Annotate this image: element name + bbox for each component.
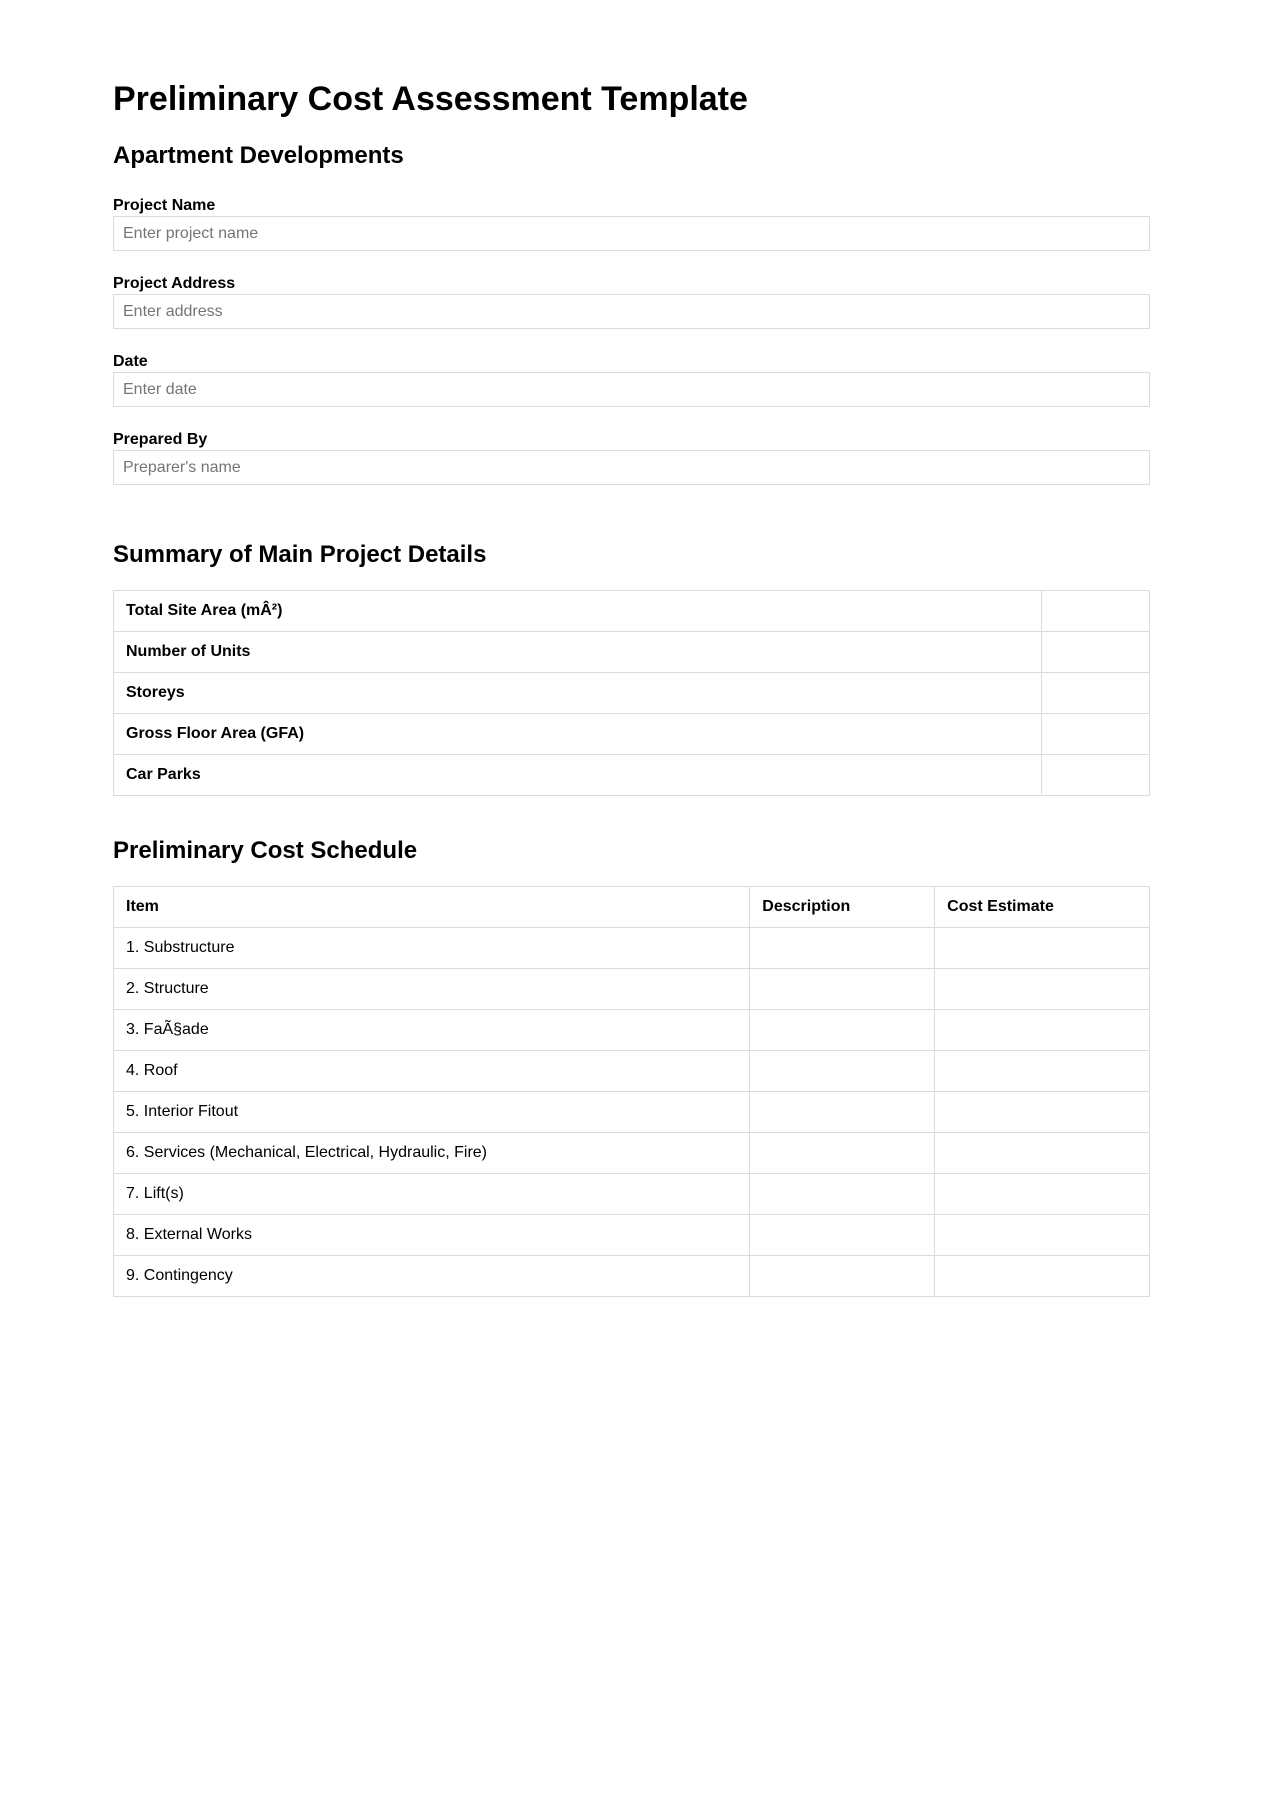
project-name-input[interactable]	[113, 216, 1150, 251]
description-cell[interactable]	[750, 1010, 935, 1051]
description-cell[interactable]	[750, 1256, 935, 1297]
cost-cell[interactable]	[935, 1215, 1150, 1256]
description-cell[interactable]	[750, 1092, 935, 1133]
item-cell: 7. Lift(s)	[114, 1174, 750, 1215]
description-cell[interactable]	[750, 1051, 935, 1092]
project-name-label: Project Name	[113, 197, 216, 214]
column-header-item: Item	[114, 887, 750, 928]
description-cell[interactable]	[750, 928, 935, 969]
item-cell: 9. Contingency	[114, 1256, 750, 1297]
summary-label-gfa: Gross Floor Area (GFA)	[114, 714, 1042, 755]
table-row	[114, 632, 1150, 673]
summary-value-units[interactable]	[1042, 632, 1150, 673]
column-header-description: Description	[750, 887, 935, 928]
cost-cell[interactable]	[935, 1174, 1150, 1215]
summary-value-car-parks[interactable]	[1042, 755, 1150, 796]
table-row	[114, 1010, 1150, 1051]
table-row	[114, 1174, 1150, 1215]
cost-cell[interactable]	[935, 1256, 1150, 1297]
table-row	[114, 1051, 1150, 1092]
table-row	[114, 1092, 1150, 1133]
table-row	[114, 1215, 1150, 1256]
table-row	[114, 714, 1150, 755]
project-address-label: Project Address	[113, 275, 236, 292]
date-input[interactable]	[113, 372, 1150, 407]
date-label: Date	[113, 353, 148, 370]
cost-cell[interactable]	[935, 1092, 1150, 1133]
summary-table	[113, 590, 1150, 796]
cost-cell[interactable]	[935, 969, 1150, 1010]
table-header-row	[114, 887, 1150, 928]
summary-label-units: Number of Units	[114, 632, 1042, 673]
table-row	[114, 591, 1150, 632]
table-row	[114, 673, 1150, 714]
item-cell: 2. Structure	[114, 969, 750, 1010]
page-subtitle: Apartment Developments	[113, 142, 404, 169]
table-row	[114, 755, 1150, 796]
item-cell: 5. Interior Fitout	[114, 1092, 750, 1133]
cost-schedule-table	[113, 886, 1150, 1297]
item-cell: 8. External Works	[114, 1215, 750, 1256]
description-cell[interactable]	[750, 1215, 935, 1256]
summary-label-car-parks: Car Parks	[114, 755, 1042, 796]
table-row	[114, 1133, 1150, 1174]
table-row	[114, 969, 1150, 1010]
description-cell[interactable]	[750, 1133, 935, 1174]
page-title: Preliminary Cost Assessment Template	[113, 80, 748, 118]
project-address-input[interactable]	[113, 294, 1150, 329]
summary-heading: Summary of Main Project Details	[113, 541, 487, 568]
cost-cell[interactable]	[935, 1051, 1150, 1092]
item-cell: 4. Roof	[114, 1051, 750, 1092]
item-cell: 6. Services (Mechanical, Electrical, Hydraulic, Fire)	[114, 1133, 750, 1174]
cost-cell[interactable]	[935, 1133, 1150, 1174]
cost-schedule-heading: Preliminary Cost Schedule	[113, 837, 418, 864]
cost-cell[interactable]	[935, 928, 1150, 969]
summary-label-site-area: Total Site Area (mÂ²)	[114, 591, 1042, 632]
item-cell: 1. Substructure	[114, 928, 750, 969]
table-row	[114, 1256, 1150, 1297]
summary-label-storeys: Storeys	[114, 673, 1042, 714]
summary-value-gfa[interactable]	[1042, 714, 1150, 755]
summary-value-storeys[interactable]	[1042, 673, 1150, 714]
description-cell[interactable]	[750, 969, 935, 1010]
cost-schedule-container	[113, 886, 1150, 1300]
column-header-cost-estimate: Cost Estimate	[935, 887, 1150, 928]
description-cell[interactable]	[750, 1174, 935, 1215]
prepared-by-input[interactable]	[113, 450, 1150, 485]
cost-cell[interactable]	[935, 1010, 1150, 1051]
item-cell: 3. FaÃ§ade	[114, 1010, 750, 1051]
prepared-by-label: Prepared By	[113, 431, 208, 448]
summary-value-site-area[interactable]	[1042, 591, 1150, 632]
table-row	[114, 928, 1150, 969]
